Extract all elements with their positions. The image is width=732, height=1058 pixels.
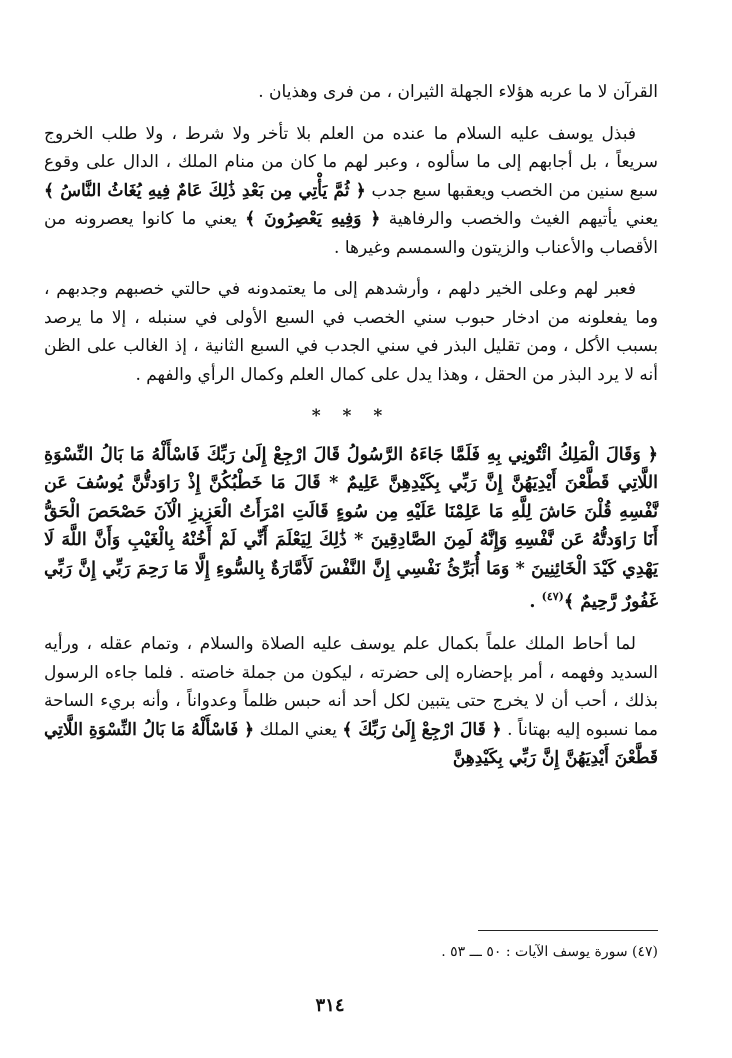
quran-quote-3: ﴿ قَالَ ارْجِعْ إِلَىٰ رَبِّكَ ﴾ [342, 719, 502, 740]
paragraph-2: فبذل يوسف عليه السلام ما عنده من العلم بلا تأخر ولا شرط ، ولا طلب الخروج سريعاً ، بل أجابهم إلى ما سألوه ، وعبر لهم ما كان من منام الملك ، الدال على وقوع سبع سنين من الخصب ويعقبها سبع جدب ﴿ ثُمَّ يَأْتِي مِن بَعْدِ ذَٰلِكَ عَامٌ فِيهِ يُغَاثُ النَّاسُ ﴾ يعني يأتيهم الغيث والخصب والرفاهية ﴿ وَفِيهِ يَعْصِرُونَ ﴾ يعني ما كانوا يعصرونه من الأقصاب والأعناب والزيتون والسمسم وغيرها . [44, 123, 659, 258]
paragraph-3: فعبر لهم وعلى الخير دلهم ، وأرشدهم إلى ما يعتمدونه في حالتي خصبهم وجدبهم ، وما يفعلونه من ادخار حبوب سني الخصب في السبع الأولى في سنبله ، إلا ما يرصد بسبب الأكل ، ومن تقليل البذر في سني الجدب في السبع الثانية ، إذ الغالب على الظن أنه لا يرد البذر من الحقل ، وهذا يدل على كمال العلم وكمال الرأي والفهم . [44, 279, 658, 385]
quran-block: ﴿ وَقَالَ الْمَلِكُ ائْتُونِي بِهِ فَلَمَّا جَاءَهُ الرَّسُولُ قَالَ ارْجِعْ إِلَىٰ رَبِّكَ فَاسْأَلْهُ مَا بَالُ النِّسْوَةِ اللَّاتِي قَطَّعْنَ أَيْدِيَهُنَّ إِنَّ رَبِّي بِكَيْدِهِنَّ عَلِيمٌ * قَالَ مَا خَطْبُكُنَّ إِذْ رَاوَدتُّنَّ يُوسُفَ عَن نَّفْسِهِ قُلْنَ حَاشَ لِلَّهِ مَا عَلِمْنَا عَلَيْهِ مِن سُوءٍ قَالَتِ امْرَأَتُ الْعَزِيزِ الْآنَ حَصْحَصَ الْحَقُّ أَنَا رَاوَدتُّهُ عَن نَّفْسِهِ وَإِنَّهُ لَمِنَ الصَّادِقِينَ * ذَٰلِكَ لِيَعْلَمَ أَنِّي لَمْ أَخُنْهُ بِالْغَيْبِ وَأَنَّ اللَّهَ لَا يَهْدِي كَيْدَ الْخَائِنِينَ * وَمَا أُبَرِّئُ نَفْسِي إِنَّ النَّفْسَ لَأَمَّارَةٌ بِالسُّوءِ إِلَّا مَا رَحِمَ رَبِّي إِنَّ رَبِّي غَفُورٌ رَّحِيمٌ ﴾$^{(٤٧)}$ . [44, 444, 658, 612]
footnote: (٤٧) سورة يوسف الآيات : ٥٠ ـــ ٥٣ . [441, 944, 658, 960]
paragraph-4: لما أحاط الملك علماً بكمال علم يوسف عليه الصلاة والسلام ، وتمام عقله ، ورأيه السديد وفهمه ، أمر بإحضاره إلى حضرته ، ليكون من جملة خاصته . فلما جاءه الرسول بذلك ، أحب أن لا يخرج حتى يتبين لكل أحد أنه حبس ظلماً وعدواناً ، وأنه بريء الساحة مما نسبوه إليه بهتاناً . ﴿ قَالَ ارْجِعْ إِلَىٰ رَبِّكَ ﴾ يعني الملك ﴿ فَاسْأَلْهُ مَا بَالُ النِّسْوَةِ اللَّاتِي قَطَّعْنَ أَيْدِيَهُنَّ إِنَّ رَبِّي بِكَيْدِهِنَّ [44, 634, 659, 769]
footnote-divider [478, 930, 658, 931]
page-number: ٣١٤ [315, 995, 345, 1016]
body-text [44, 78, 658, 786]
quran-quote-1: ﴿ ثُمَّ يَأْتِي مِن بَعْدِ ذَٰلِكَ عَامٌ فِيهِ يُغَاثُ النَّاسُ ﴾ [44, 180, 366, 201]
quran-quote-4: ﴿ فَاسْأَلْهُ مَا بَالُ النِّسْوَةِ اللَّاتِي قَطَّعْنَ أَيْدِيَهُنَّ إِنَّ رَبِّي بِكَيْدِهِنَّ [44, 719, 658, 769]
paragraph-1: القرآن لا ما عربه هؤلاء الجهلة الثيران ، من فرى وهذيان . [258, 82, 658, 102]
section-separator: * * * [311, 406, 391, 426]
quran-text: ﴿ وَقَالَ الْمَلِكُ ائْتُونِي بِهِ فَلَمَّا جَاءَهُ الرَّسُولُ قَالَ ارْجِعْ إِلَىٰ رَبِّكَ فَاسْأَلْهُ مَا بَالُ النِّسْوَةِ اللَّاتِي قَطَّعْنَ أَيْدِيَهُنَّ إِنَّ رَبِّي بِكَيْدِهِنَّ عَلِيمٌ * قَالَ مَا خَطْبُكُنَّ إِذْ رَاوَدتُّنَّ يُوسُفَ عَن نَّفْسِهِ قُلْنَ حَاشَ لِلَّهِ مَا عَلِمْنَا عَلَيْهِ مِن سُوءٍ قَالَتِ امْرَأَتُ الْعَزِيزِ الْآنَ حَصْحَصَ الْحَقُّ أَنَا رَاوَدتُّهُ عَن نَّفْسِهِ وَإِنَّهُ لَمِنَ الصَّادِقِينَ * ذَٰلِكَ لِيَعْلَمَ أَنِّي لَمْ أَخُنْهُ بِالْغَيْبِ وَأَنَّ اللَّهَ لَا يَهْدِي كَيْدَ الْخَائِنِينَ * وَمَا أُبَرِّئُ نَفْسِي إِنَّ النَّفْسَ لَأَمَّارَةٌ بِالسُّوءِ إِلَّا مَا رَحِمَ رَبِّي إِنَّ رَبِّي غَفُورٌ رَّحِيمٌ ﴾ [44, 444, 658, 612]
footnote-reference: (٤٧) [541, 590, 564, 603]
quran-quote-2: ﴿ وَفِيهِ يَعْصِرُونَ ﴾ [245, 209, 381, 229]
